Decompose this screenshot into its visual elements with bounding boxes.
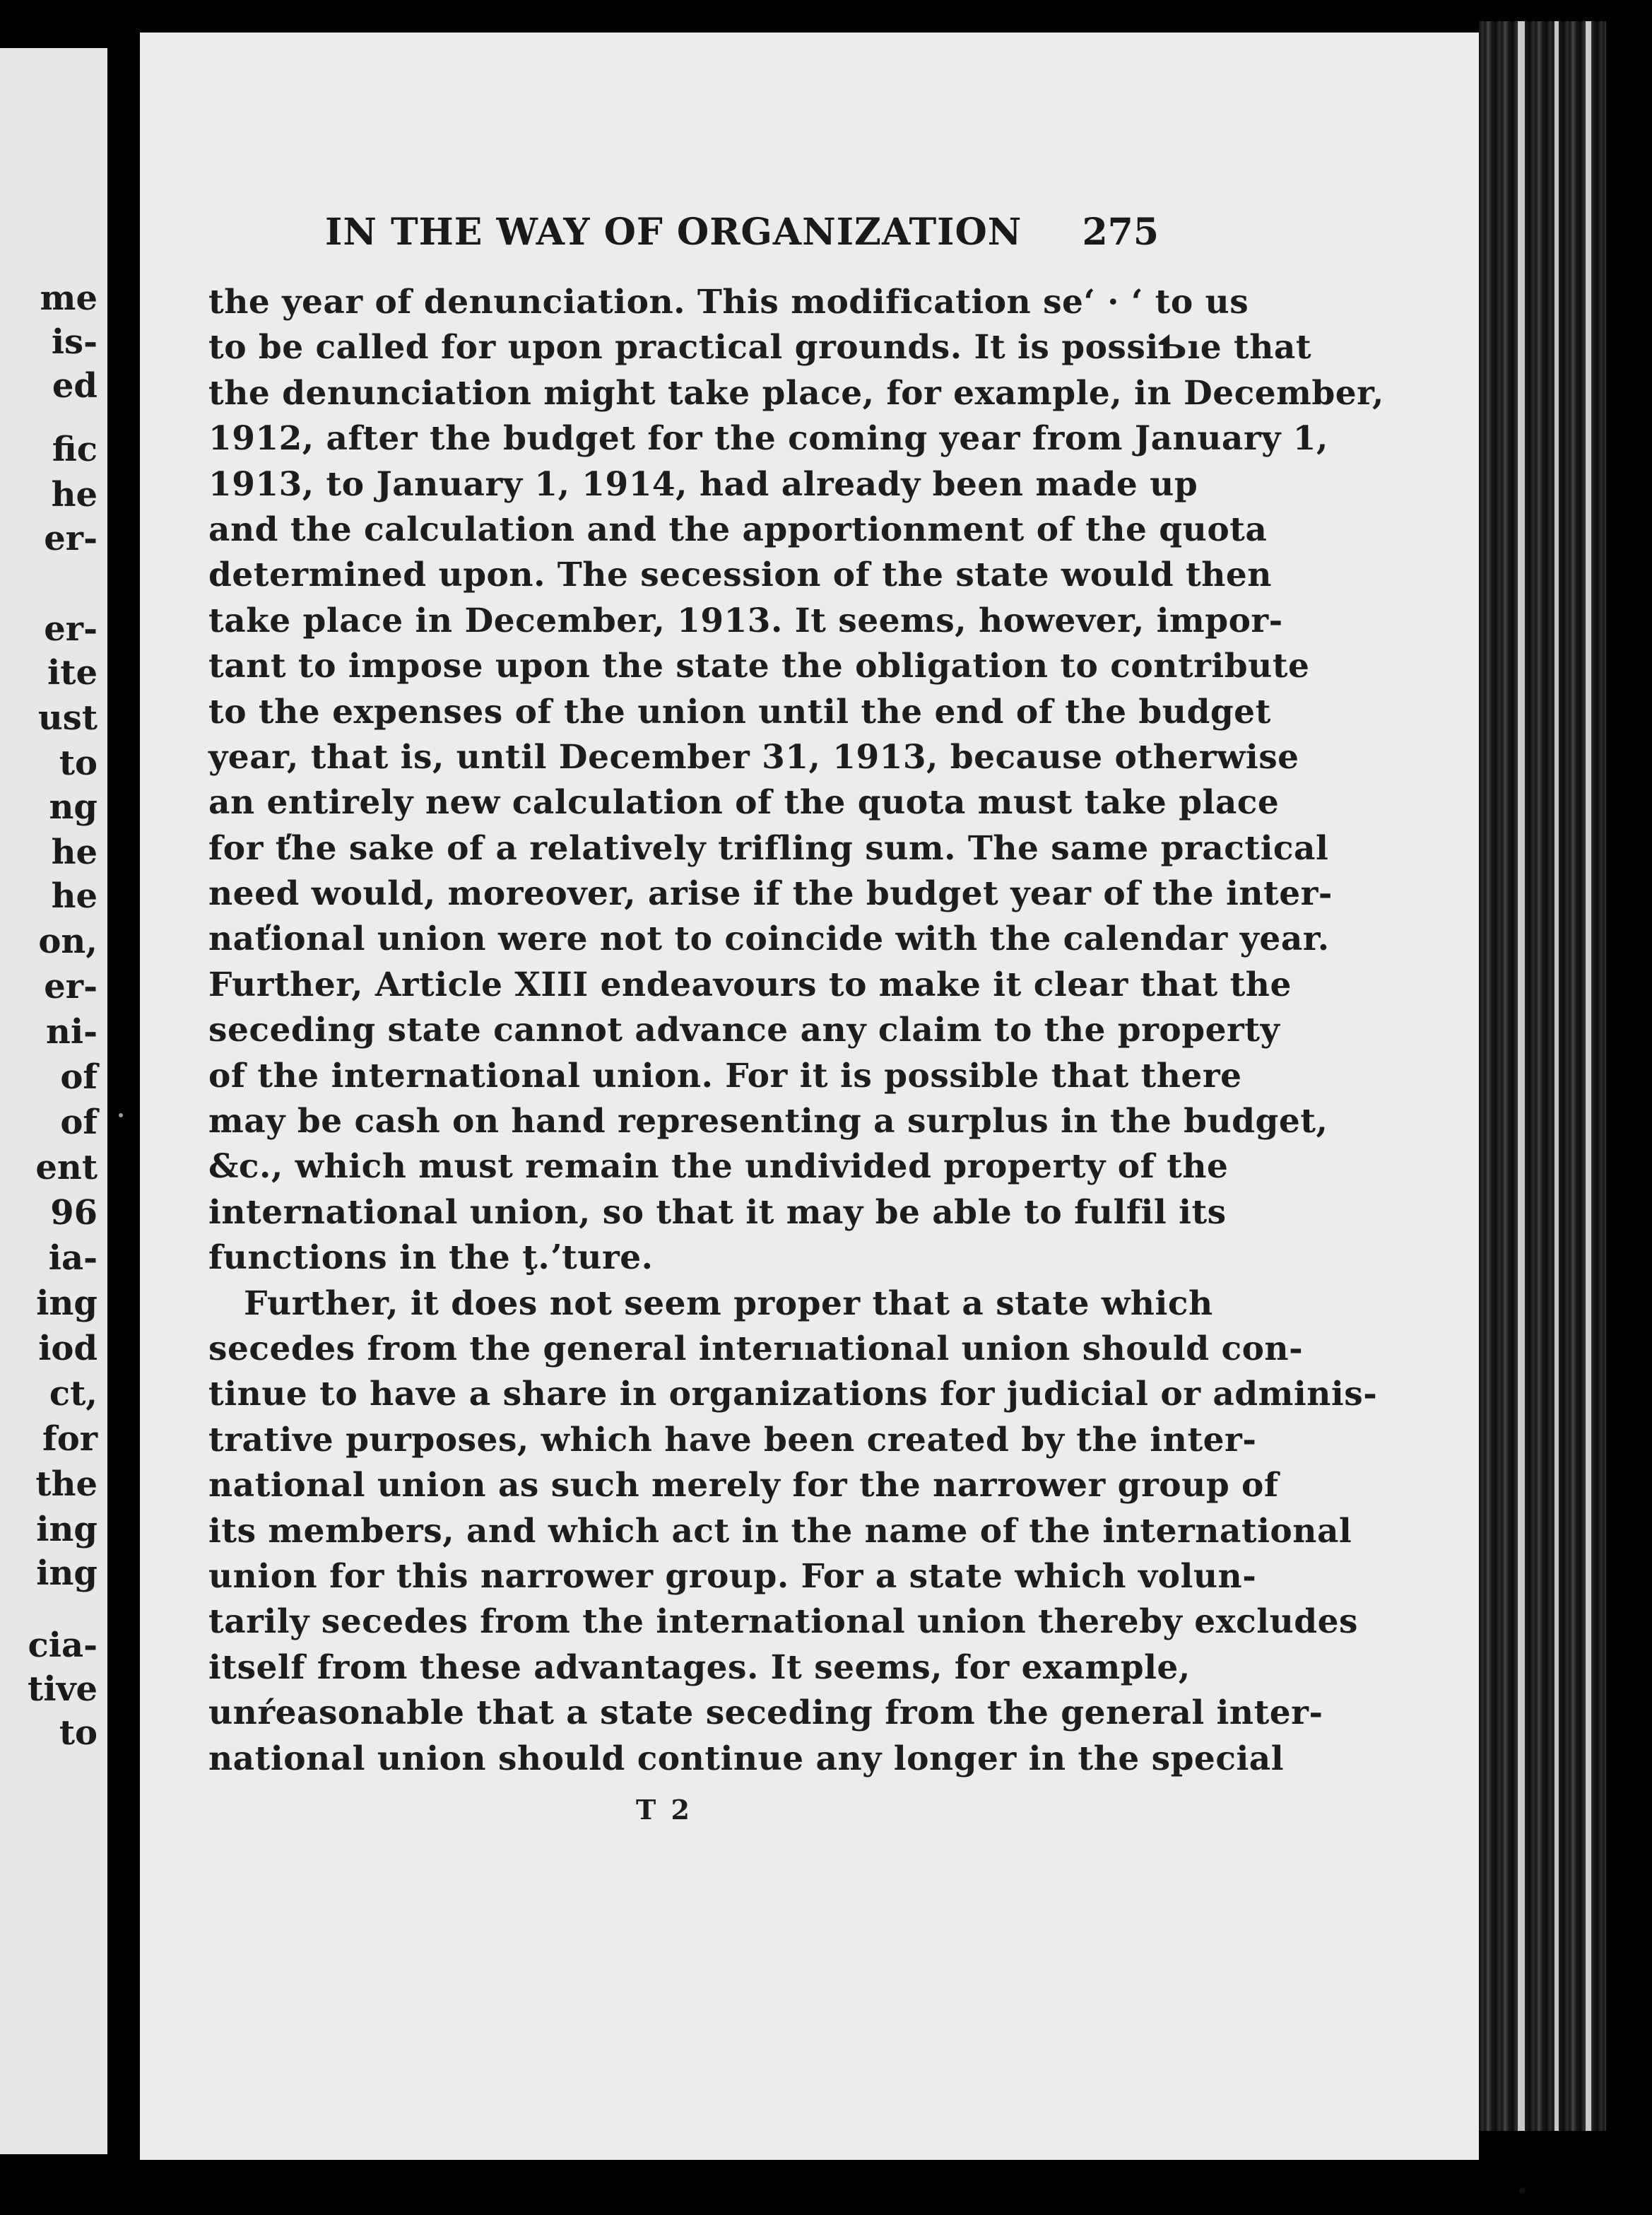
- text-line: seceding state cannot advance any claim to the property: [208, 1011, 1280, 1050]
- scan-speck: [119, 1113, 123, 1117]
- text-line: to the expenses of the union until the end of the budget: [208, 692, 1271, 732]
- left-page-fragment: is-: [51, 322, 98, 362]
- page-number: 275: [1082, 211, 1159, 254]
- text-line: the year of denunciation. This modification seʻ · ʻ to us: [208, 283, 1249, 322]
- signature-mark: T 2: [636, 1794, 692, 1826]
- left-page-fragment: ng: [49, 787, 98, 827]
- text-line: determined upon. The secession of the state would then: [208, 556, 1272, 595]
- text-line: and the calculation and the apportionment of the quota: [208, 510, 1268, 549]
- book-edge-highlight: [1554, 21, 1559, 2131]
- text-line: naťional union were not to coincide with the calendar year.: [208, 920, 1330, 959]
- text-line: tarily secedes from the international union thereby excludes: [208, 1602, 1358, 1642]
- text-line: need would, moreover, arise if the budget year of the inter-: [208, 874, 1333, 914]
- chapter-title: IN THE WAY OF ORGANIZATION: [325, 211, 1022, 254]
- text-line: year, that is, until December 31, 1913, because otherwise: [208, 737, 1299, 777]
- left-page-fragment: of: [60, 1057, 98, 1097]
- text-line: functions in the ţ.ʼture.: [208, 1238, 654, 1278]
- left-page-fragment: on,: [38, 922, 98, 961]
- left-page-fragment: ing: [36, 1510, 98, 1549]
- scan-speck: [1519, 2187, 1526, 2194]
- left-page-fragment: ia-: [48, 1238, 98, 1278]
- left-page-fragment: ent: [35, 1148, 98, 1187]
- left-page-fragment: ing: [36, 1283, 98, 1323]
- running-head: [325, 211, 1159, 256]
- text-line: &c., which must remain the undivided property of the: [208, 1147, 1229, 1187]
- left-page-fragment: iod: [38, 1329, 98, 1368]
- text-line: of the international union. For it is possible that there: [208, 1056, 1242, 1095]
- text-line: itself from these advantages. It seems, for example,: [208, 1647, 1191, 1687]
- book-edge-highlight: [1586, 21, 1591, 2131]
- left-page-fragment: er-: [44, 609, 98, 649]
- left-page-fragment: ed: [52, 366, 98, 406]
- text-line: 1913, to January 1, 1914, had already been made up: [208, 464, 1198, 504]
- text-line: may be cash on hand representing a surplus in the budget,: [208, 1102, 1328, 1141]
- left-page-fragment: to: [59, 744, 98, 783]
- left-page-fragment: tive: [28, 1669, 98, 1709]
- left-page-fragment: he: [51, 876, 98, 916]
- left-page-fragment: fic: [52, 430, 98, 469]
- body-text: [208, 280, 1384, 1782]
- left-page-fragment: he: [51, 475, 98, 515]
- text-line: trative purposes, which have been created by the inter-: [208, 1420, 1257, 1459]
- left-page-fragment: ust: [37, 698, 98, 738]
- left-page-fragment: me: [40, 278, 98, 318]
- text-line: Further, it does not seem proper that a state which: [244, 1283, 1213, 1323]
- text-line: tinue to have a share in organizations for judicial or adminis-: [208, 1375, 1378, 1414]
- left-page-fragment: cia-: [28, 1626, 98, 1665]
- left-page-fragment: he: [51, 833, 98, 872]
- left-page-fragment: for: [42, 1419, 98, 1459]
- left-page-fragment: the: [35, 1464, 98, 1504]
- left-page-fragment: to: [59, 1713, 98, 1753]
- left-page-fragment: ing: [36, 1553, 98, 1593]
- left-page-fragment: of: [60, 1103, 98, 1142]
- text-line: tant to impose upon the state the obligation to contribute: [208, 647, 1310, 686]
- text-line: national union should continue any longer in the special: [208, 1739, 1285, 1778]
- text-line: national union as such merely for the narrower group of: [208, 1466, 1279, 1505]
- text-line: its members, and which act in the name of the international: [208, 1511, 1352, 1551]
- text-line: secedes from the general interııational union should con-: [208, 1329, 1304, 1368]
- text-line: unŕeasonable that a state seceding from the general inter-: [208, 1693, 1323, 1733]
- text-line: an entirely new calculation of the quota must take place: [208, 783, 1280, 823]
- left-facing-page: [0, 48, 107, 2154]
- text-line: 1912, after the budget for the coming year from January 1,: [208, 419, 1328, 459]
- book-edge-highlight: [1518, 21, 1525, 2131]
- text-line: Further, Article XIII endeavours to make it clear that the: [208, 965, 1292, 1004]
- left-page-fragment: ni-: [45, 1012, 98, 1052]
- left-page-fragment: ct,: [49, 1374, 98, 1414]
- text-line: to be called for upon practical grounds. It is possiƄıe that: [208, 328, 1312, 368]
- text-line: the denunciation might take place, for example, in December,: [208, 373, 1384, 413]
- left-page-fragment: er-: [44, 519, 98, 558]
- text-line: union for this narrower group. For a state which volun-: [208, 1556, 1257, 1596]
- left-page-fragment: er-: [44, 967, 98, 1006]
- text-line: for ťhe sake of a relatively trifling sum. The same practical: [208, 828, 1329, 868]
- left-page-fragment: 96: [50, 1193, 98, 1233]
- text-line: international union, so that it may be able to fulfil its: [208, 1192, 1227, 1232]
- text-line: take place in December, 1913. It seems, however, impor-: [208, 601, 1283, 640]
- left-page-fragment: ite: [47, 653, 98, 693]
